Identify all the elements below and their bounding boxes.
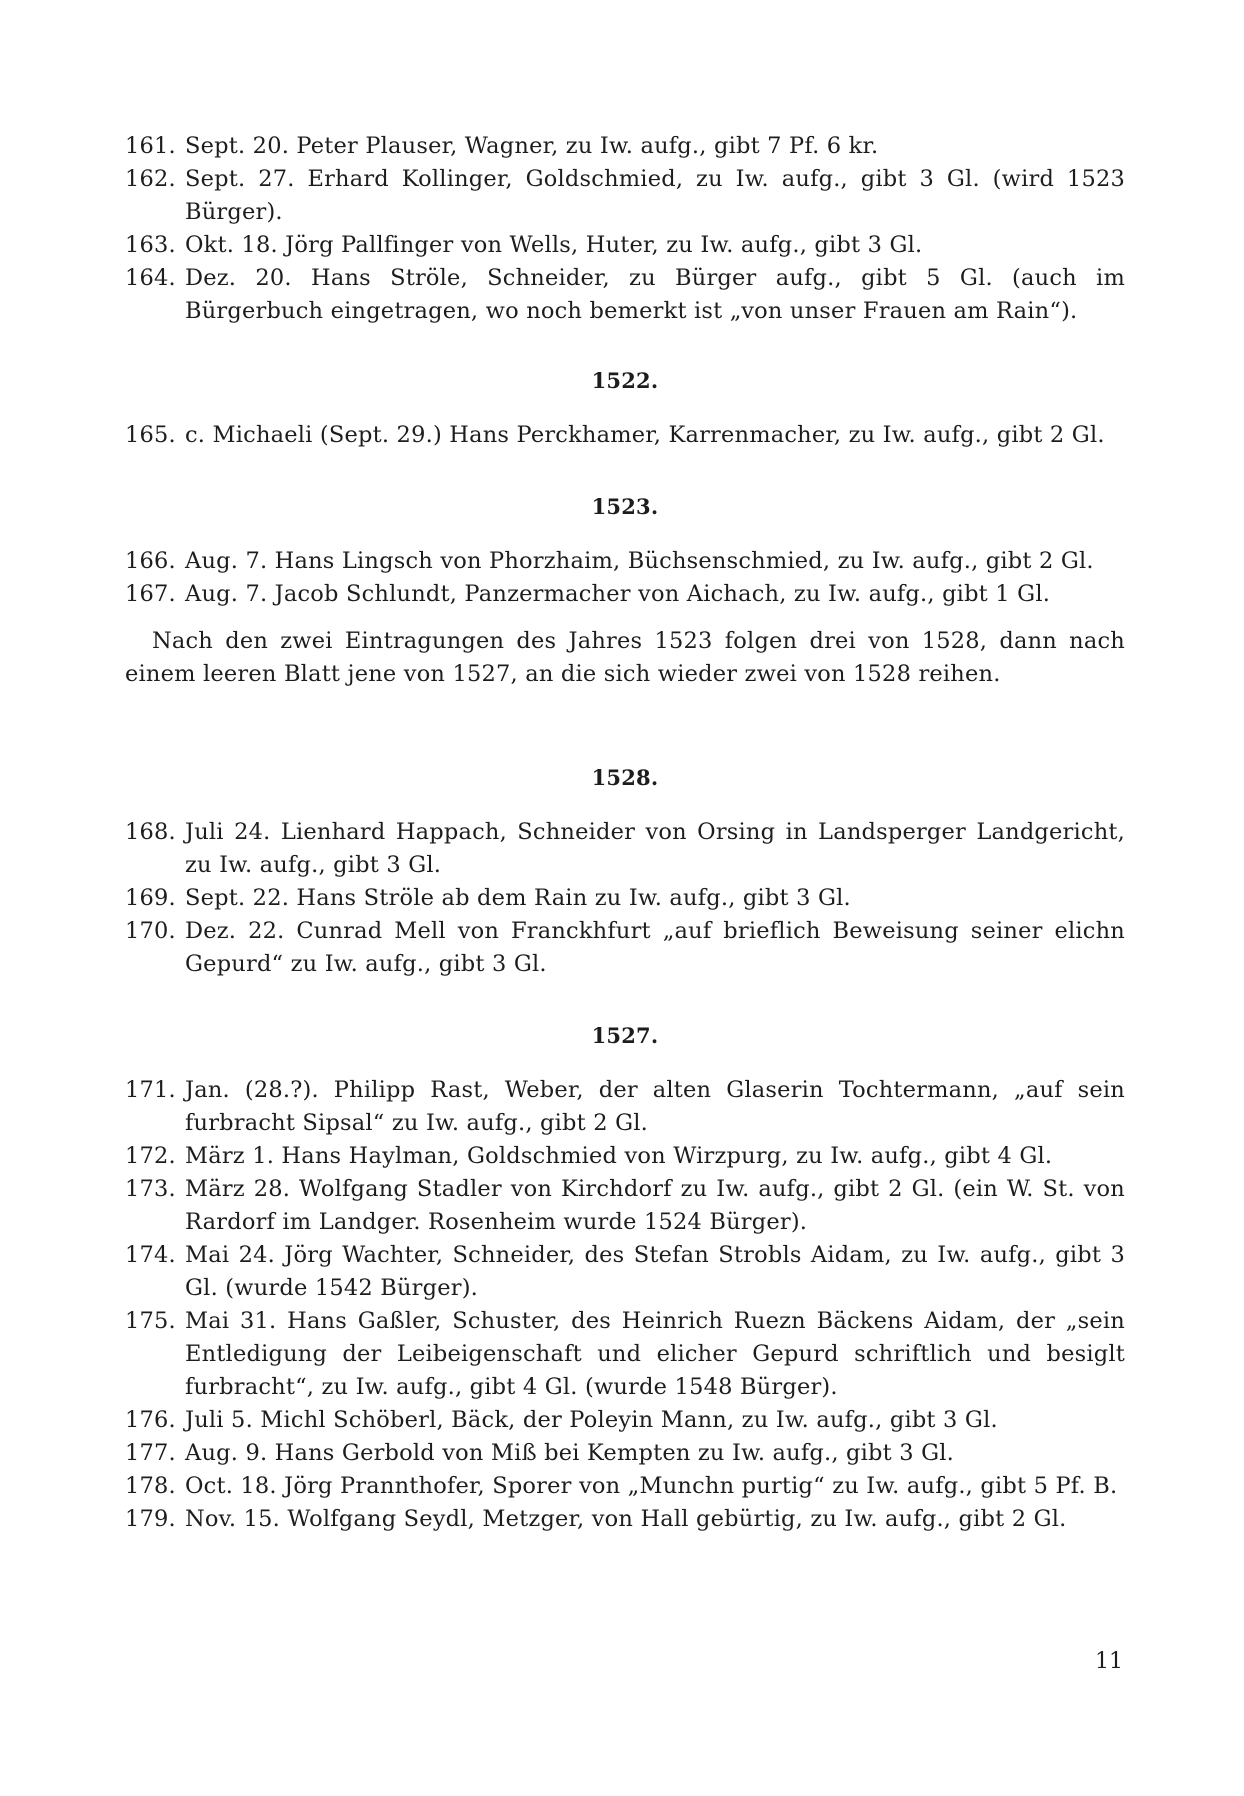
entry-text: Okt. 18. Jörg Pallfinger von Wells, Huter, zu Iw. aufg., gibt 3 Gl. <box>185 232 923 258</box>
entry <box>125 262 1125 328</box>
entry-text: Nov. 15. Wolfgang Seydl, Metzger, von Hall gebürtig, zu Iw. aufg., gibt 2 Gl. <box>185 1506 1067 1532</box>
entry-number: 172. <box>125 1143 176 1169</box>
entry-text: Dez. 22. Cunrad Mell von Franckhfurt „auf brieflich Beweisung seiner elichn Gepurd“ zu Iw. aufg., gibt 3 Gl. <box>185 918 1125 977</box>
entry-text: Dez. 20. Hans Ströle, Schneider, zu Bürger aufg., gibt 5 Gl. (auch im Bürgerbuch eingetragen, wo noch bemerkt ist „von unser Frauen am Rain“). <box>185 265 1125 324</box>
entry-number: 176. <box>125 1407 176 1433</box>
entry-text: c. Michaeli (Sept. 29.) Hans Perckhamer, Karrenmacher, zu Iw. aufg., gibt 2 Gl. <box>185 422 1105 448</box>
entry <box>125 578 1125 611</box>
entry-text: März 28. Wolfgang Stadler von Kirchdorf zu Iw. aufg., gibt 2 Gl. (ein W. St. von Rardorf im Landger. Rosenheim wurde 1524 Bürger). <box>185 1176 1125 1235</box>
entry-number: 162. <box>125 166 176 192</box>
entry-number: 179. <box>125 1506 176 1532</box>
entry-number: 168. <box>125 819 176 845</box>
entry <box>125 915 1125 981</box>
entry-number: 163. <box>125 232 176 258</box>
entry <box>125 1404 1125 1437</box>
entry-text: Sept. 27. Erhard Kollinger, Goldschmied, zu Iw. aufg., gibt 3 Gl. (wird 1523 Bürger). <box>185 166 1125 225</box>
entry-number: 164. <box>125 265 176 291</box>
entry <box>125 882 1125 915</box>
entry-number: 177. <box>125 1440 176 1466</box>
entry <box>125 545 1125 578</box>
entry-text: Aug. 7. Hans Lingsch von Phorzhaim, Büchsenschmied, zu Iw. aufg., gibt 2 Gl. <box>185 548 1094 574</box>
entry-number: 173. <box>125 1176 176 1202</box>
entry-text: Juli 5. Michl Schöberl, Bäck, der Poleyin Mann, zu Iw. aufg., gibt 3 Gl. <box>185 1407 998 1433</box>
year-heading: 1527. <box>591 1023 659 1048</box>
entry-number: 167. <box>125 581 176 607</box>
page-number: 11 <box>1095 1649 1123 1674</box>
entry-text: Sept. 20. Peter Plauser, Wagner, zu Iw. aufg., gibt 7 Pf. 6 kr. <box>185 133 879 159</box>
entry-text: Aug. 9. Hans Gerbold von Miß bei Kempten zu Iw. aufg., gibt 3 Gl. <box>185 1440 955 1466</box>
entry <box>125 1239 1125 1305</box>
entry-number: 178. <box>125 1473 176 1499</box>
entry-number: 166. <box>125 548 176 574</box>
entry <box>125 163 1125 229</box>
entry-text: März 1. Hans Haylman, Goldschmied von Wirzpurg, zu Iw. aufg., gibt 4 Gl. <box>185 1143 1053 1169</box>
entry <box>125 419 1125 452</box>
entry-text: Oct. 18. Jörg Prannthofer, Sporer von „Munchn purtig“ zu Iw. aufg., gibt 5 Pf. B. <box>185 1473 1118 1499</box>
entry-number: 174. <box>125 1242 176 1268</box>
entry-text: Aug. 7. Jacob Schlundt, Panzermacher von Aichach, zu Iw. aufg., gibt 1 Gl. <box>185 581 1051 607</box>
entry-text: Jan. (28.?). Philipp Rast, Weber, der alten Glaserin Tochtermann, „auf sein furbracht Sipsal“ zu Iw. aufg., gibt 2 Gl. <box>185 1077 1125 1136</box>
entry-number: 161. <box>125 133 176 159</box>
year-heading: 1522. <box>591 368 659 393</box>
entry <box>125 1437 1125 1470</box>
entry-text: Mai 24. Jörg Wachter, Schneider, des Stefan Strobls Aidam, zu Iw. aufg., gibt 3 Gl. (wurde 1542 Bürger). <box>185 1242 1125 1301</box>
entry <box>125 1503 1125 1536</box>
entries-1521 <box>125 130 1125 328</box>
entry <box>125 1074 1125 1140</box>
entry <box>125 1173 1125 1239</box>
entry-number: 175. <box>125 1308 176 1334</box>
entry <box>125 816 1125 882</box>
year-heading: 1528. <box>591 765 659 790</box>
entry-number: 171. <box>125 1077 176 1103</box>
entry <box>125 130 1125 163</box>
year-heading: 1523. <box>591 494 659 519</box>
entry-number: 169. <box>125 885 176 911</box>
page-body <box>125 130 1125 1536</box>
entry <box>125 1140 1125 1173</box>
entry-text: Mai 31. Hans Gaßler, Schuster, des Heinrich Ruezn Bäckens Aidam, der „sein Entledigung der Leibeigenschaft und elicher Gepurd schriftlich und besiglt furbracht“, zu Iw. aufg., gibt 4 Gl. (wurde 1548 Bürger). <box>185 1308 1125 1400</box>
entry-number: 165. <box>125 422 176 448</box>
entry <box>125 1305 1125 1404</box>
entry-number: 170. <box>125 918 176 944</box>
entry-text: Sept. 22. Hans Ströle ab dem Rain zu Iw. aufg., gibt 3 Gl. <box>185 885 851 911</box>
editorial-note: Nach den zwei Eintragungen des Jahres 1523 folgen drei von 1528, dann nach einem leeren Blatt jene von 1527, an die sich wieder zwei von 1528 reihen. <box>125 628 1125 687</box>
entry <box>125 1470 1125 1503</box>
entry <box>125 229 1125 262</box>
entry-text: Juli 24. Lienhard Happach, Schneider von Orsing in Landsperger Landgericht, zu Iw. aufg., gibt 3 Gl. <box>185 819 1125 878</box>
